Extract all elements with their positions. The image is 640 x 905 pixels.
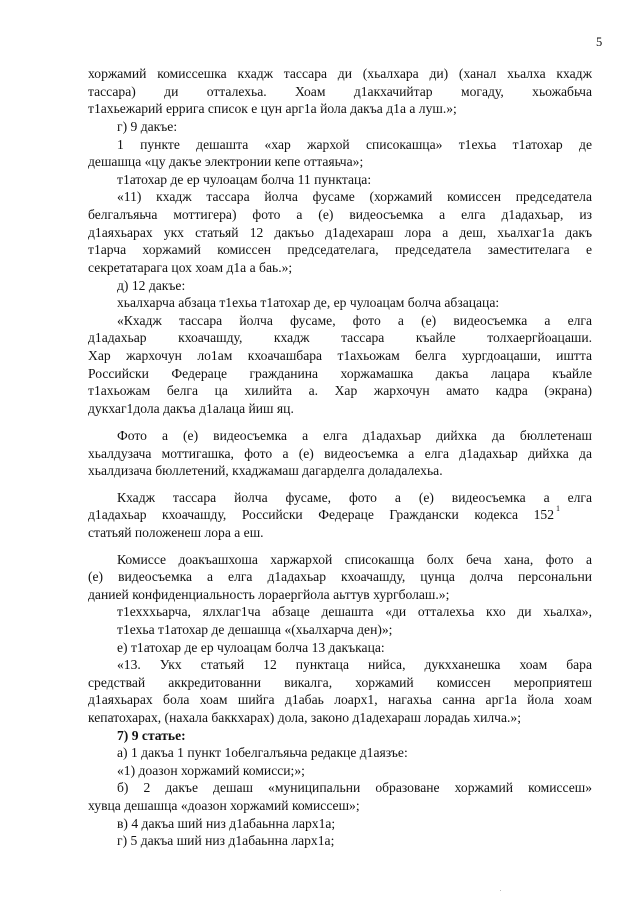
text-line: хувца дешашца «доазон хоржамий комиссеш»; (88, 798, 360, 813)
text-line: е) т1атохар де ер чулоацам болча 13 дакъкаца: (117, 640, 385, 655)
text-line: хьалхарча абзаца т1ехьа т1атохар де, ер чулоацам болча абзацаца: (117, 295, 500, 310)
text-line: т1ехьа т1атохар де дешашца «(хьалхарча ден)»; (117, 622, 393, 637)
text-line: хоржамий комиссешка кхадж тассара ди (хьалхара ди) (ханал хьалха кхадж (88, 66, 592, 81)
text-line: статьяй положенеш лора а еш. (88, 525, 264, 540)
text-line: «13. Укх статьяй 12 пунктаца нийса, дукхханешка хоам бара (117, 657, 592, 672)
text-line: 1 пункте дешашта «хар жархой списокашца» т1ехьа т1атохар де (117, 137, 592, 152)
text-line: тассара) ди отталехьа. Хоам д1акхачийтар могаду, хьожабьча (88, 84, 592, 99)
text-line: б) 2 дакъе дешаш «муниципальни образоване хоржамий комиссеш» (117, 780, 592, 795)
text-line: г) 5 дакъа ший низ д1абаьнна ларх1а; (117, 833, 335, 848)
text-line: т1ехххьарча, ялхлаг1ча абзаце дешашта «ди отталехьа кхо ди хьалха», (117, 604, 592, 619)
text-line: т1ахьожам белга ца хилийта а. Хар жархочун амато кадра (экрана) (88, 383, 592, 398)
text-line: данией конфиденциальность лораергйола аьттув хургболаш.»; (88, 587, 450, 602)
text-line: (е) видеосъемка а елга д1адахьар кхоачашду, цунца долча персональни (88, 569, 592, 584)
text-line: Комиссе доакъашхоша харжархой списокашца болх беча хана, фото а (117, 552, 592, 567)
text-line: дешашца «цу дакъе электронии кепе оттаяьча»; (88, 154, 364, 169)
text-line: д1аяхьарах бола хоам шийга д1абаь лоарх1, нагахьа санна арг1а йола хоам (88, 692, 592, 707)
text-line: Кхадж тассара йолча фусаме, фото а (е) видеосъемка а елга (117, 490, 592, 505)
text-line: д1аяхьарах укх статьяй 12 дакъьо д1адехараш лора а деш, хьалхаг1а дакъ (88, 225, 592, 240)
scan-speck (500, 890, 501, 891)
text-line: т1ахьежарий ерригa список е цун арг1а йола дакъа д1а а луш.»; (88, 101, 457, 116)
text-line: д) 12 дакъе: (117, 278, 186, 293)
text-line: дукхаг1дола дакъа д1алаца йиш яц. (88, 401, 294, 416)
text-line: д1адахьар кхоачашду, Российски Федераце Граждански кодекса 152 (88, 507, 554, 522)
text-line: в) 4 дакъа ший низ д1абаьнна ларх1а; (117, 816, 336, 831)
text-line: хьалдузача моттигашка, фото а (е) видеосъемка а елга д1адахьар дийхка да (88, 446, 592, 461)
text-line: кепатохарах, (нахала баккхарах) дола, законо д1адехараш лорадаь хилча.»; (88, 710, 521, 725)
text-line: г) 9 дакъе: (117, 119, 178, 134)
text-line: Фото а (е) видеосъемка а елга д1адахьар дийхка да бюллетенаш (117, 428, 592, 443)
text-line: «1) доазон хоржамий комисси;»; (117, 763, 305, 778)
text-line: «11) кхадж тассара йолча фусаме (хоржамий комиссен председателa (117, 189, 592, 204)
section-heading: 7) 9 статье: (117, 728, 186, 743)
text-line: д1адахьар кхоачашду, кхадж тассара къайле толхаергйоацаши. (88, 330, 592, 345)
text-line: белгалъяьча моттигера) фото а (е) видеосъемка а елга д1адахьар, из (88, 207, 592, 222)
text-line: т1атохар де ер чулоацам болча 11 пунктаца: (117, 172, 372, 187)
text-line: а) 1 дакъа 1 пункт 1обелгалъяьча редакце д1аязъе: (117, 745, 408, 760)
text-line: Российски Федераце гражданина хоржамашка дакъа лацара къайле (88, 366, 592, 381)
text-line: секретатарага цох хоам д1а а баь.»; (88, 260, 293, 275)
text-line: т1арча хоржамий комиссен председателага, председателa заместителага е (88, 242, 592, 257)
page-number: 5 (596, 35, 603, 49)
superscript-marker: 1 (556, 504, 560, 513)
footnote-superscript (556, 504, 576, 521)
text-line: Хар жархочун ло1ам кхоачашбара т1ахьожам белга хургдоацаши, иштта (88, 348, 592, 363)
text-line: хьалдизача бюллетений, кхаджамаш дагарделга доладалехьа. (88, 463, 443, 478)
text-line: средствай аккредитованни викалга, хоржамий комиссен мероприятеш (88, 675, 592, 690)
text-line: «Кхадж тассара йолча фусаме, фото а (е) видеосъемка а елга (117, 313, 592, 328)
